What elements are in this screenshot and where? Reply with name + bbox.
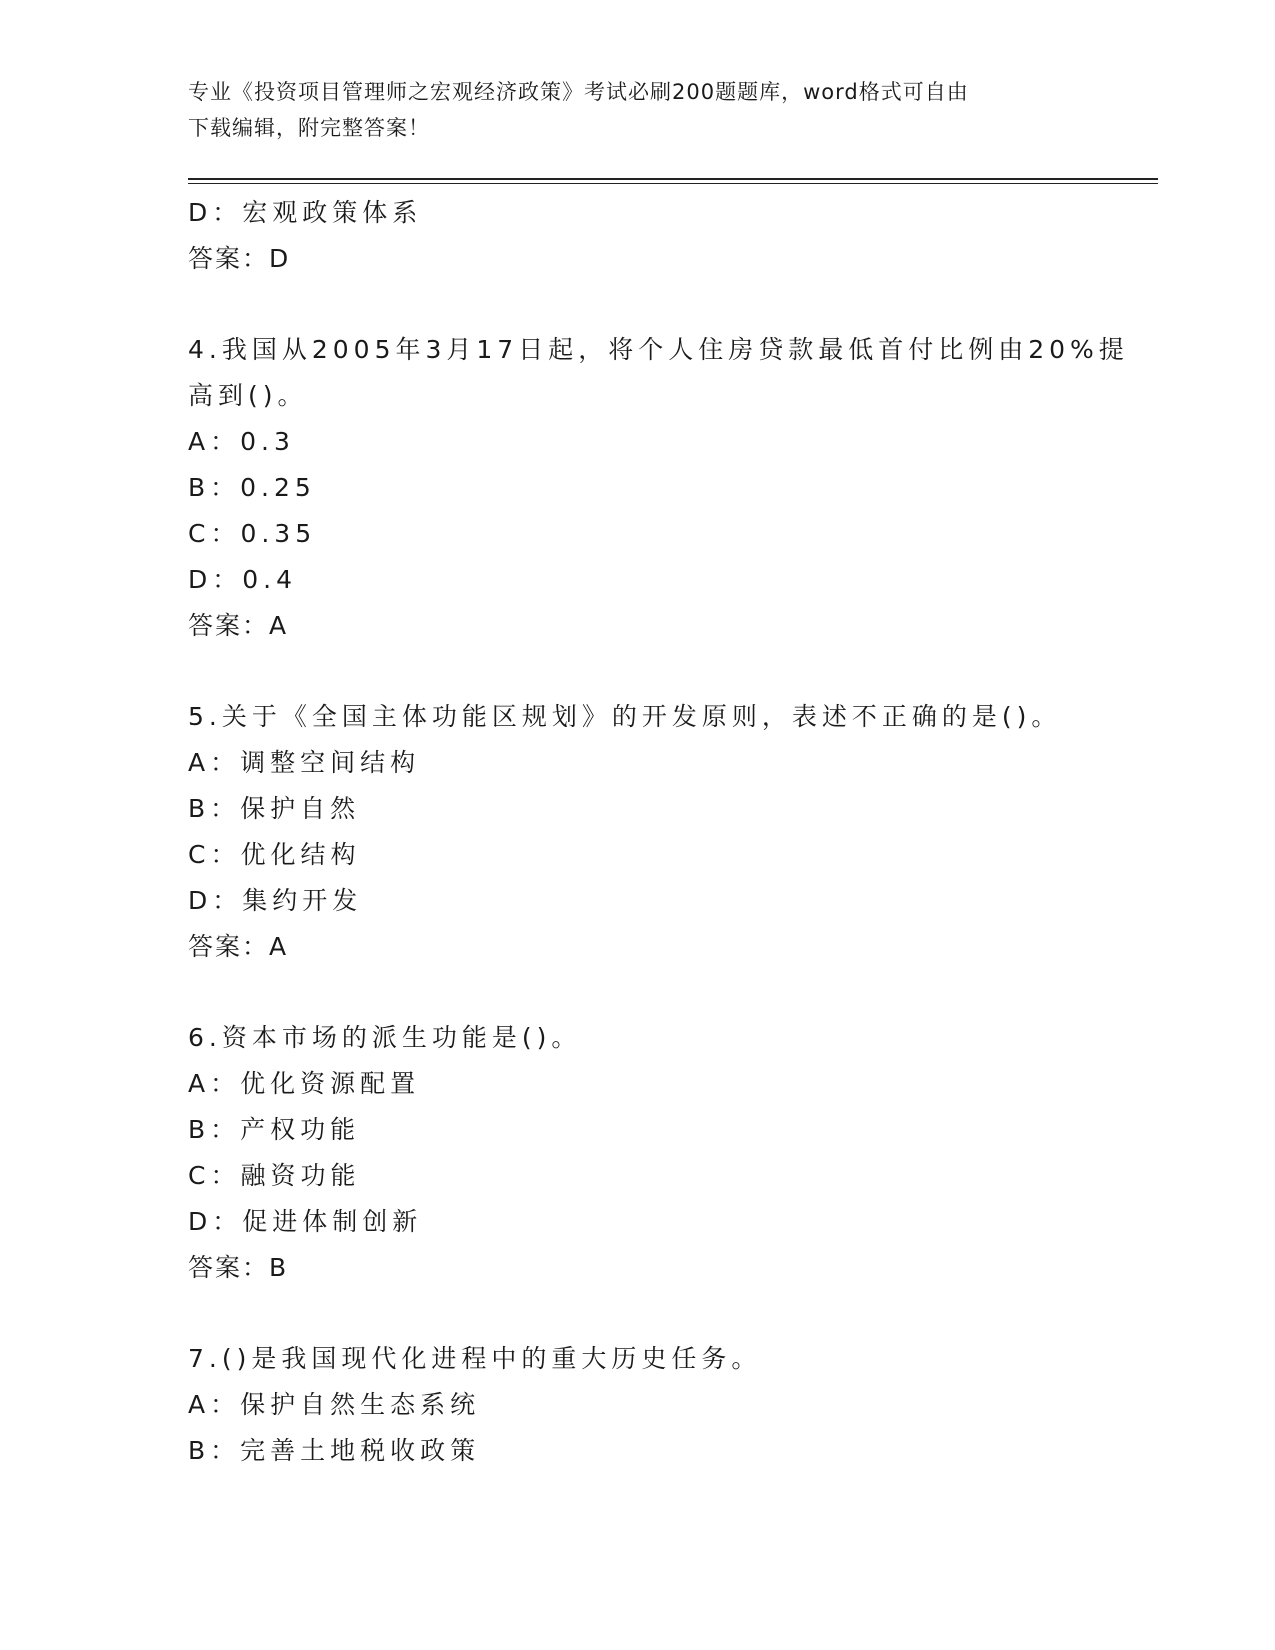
question-list	[188, 190, 1148, 1474]
option-b: B：产权功能	[188, 1115, 361, 1144]
option-d: D：宏观政策体系	[188, 198, 423, 227]
answer: 答案：A	[188, 611, 289, 640]
option-a: A：调整空间结构	[188, 748, 421, 777]
option-b: B：保护自然	[188, 794, 361, 823]
option-c: C：融资功能	[188, 1161, 361, 1190]
option-b: B：0.25	[188, 473, 316, 502]
question-4	[188, 327, 1148, 649]
option-c: C：优化结构	[188, 840, 361, 869]
answer: 答案：D	[188, 244, 291, 273]
question-7	[188, 1336, 1148, 1474]
spacer	[188, 282, 1148, 327]
header-line-1: 专业《投资项目管理师之宏观经济政策》考试必刷200题题库，word格式可自由	[188, 80, 969, 104]
question-stem-line-2: 高到()。	[188, 381, 308, 410]
option-d: D：0.4	[188, 565, 298, 594]
spacer	[188, 1291, 1148, 1336]
question-stem-line-1: 4.我国从2005年3月17日起，将个人住房贷款最低首付比例由20%提	[188, 335, 1129, 364]
document-header	[188, 74, 1088, 146]
question-3	[188, 190, 1148, 282]
question-6	[188, 1015, 1148, 1291]
question-5	[188, 694, 1148, 970]
spacer	[188, 970, 1148, 1015]
question-stem: 7.()是我国现代化进程中的重大历史任务。	[188, 1344, 762, 1373]
option-d: D：促进体制创新	[188, 1207, 423, 1236]
option-d: D：集约开发	[188, 886, 363, 915]
option-a: A：优化资源配置	[188, 1069, 421, 1098]
option-a: A：保护自然生态系统	[188, 1390, 481, 1419]
option-a: A：0.3	[188, 427, 295, 456]
question-stem: 5.关于《全国主体功能区规划》的开发原则，表述不正确的是()。	[188, 702, 1062, 731]
header-rule-thin	[188, 183, 1158, 184]
spacer	[188, 649, 1148, 694]
answer: 答案：B	[188, 1253, 289, 1282]
header-line-2: 下载编辑，附完整答案！	[188, 116, 430, 140]
option-b: B：完善土地税收政策	[188, 1436, 481, 1465]
question-stem: 6.资本市场的派生功能是()。	[188, 1023, 582, 1052]
option-c: C：0.35	[188, 519, 317, 548]
header-rule-thick	[188, 178, 1158, 180]
answer: 答案：A	[188, 932, 289, 961]
